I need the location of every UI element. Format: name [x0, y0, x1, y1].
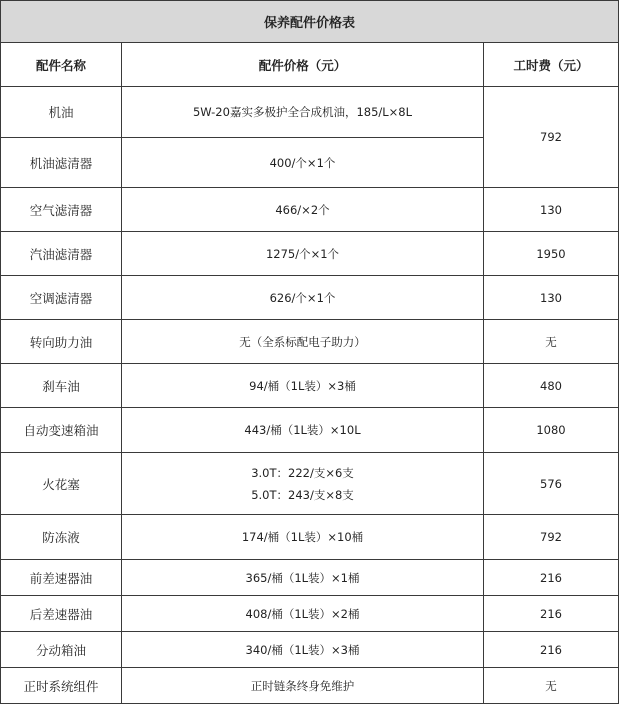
part-price-cell: [122, 320, 484, 364]
part-name-cell: 汽油滤清器: [1, 232, 122, 276]
price-line: 5.0T：243/支×8支: [251, 487, 354, 502]
labor-fee-cell: 无: [484, 320, 619, 364]
part-price-cell: [122, 560, 484, 596]
table-row: [1, 632, 619, 668]
header-part-price: 配件价格（元）: [122, 43, 484, 87]
price-line: 466/×2个: [275, 202, 330, 217]
price-line: 408/桶（1L装）×2桶: [245, 606, 360, 621]
part-price-cell: [122, 408, 484, 453]
table-row: [1, 364, 619, 408]
price-line: 3.0T：222/支×6支: [251, 465, 354, 480]
labor-fee-cell: 576: [484, 453, 619, 515]
header-row: [1, 43, 619, 87]
part-name-cell: 分动箱油: [1, 632, 122, 668]
table-row: [1, 320, 619, 364]
price-line: 5W-20嘉实多极护全合成机油，185/L×8L: [192, 105, 413, 119]
table-title: 保养配件价格表: [1, 1, 619, 43]
table-row: [1, 515, 619, 560]
table-row: [1, 188, 619, 232]
header-part-name: 配件名称: [1, 43, 122, 87]
table-row: [1, 668, 619, 704]
part-price-cell: [122, 632, 484, 668]
table-row: [1, 596, 619, 632]
part-name-cell: 自动变速箱油: [1, 408, 122, 453]
labor-fee-cell: 792: [484, 87, 619, 188]
part-name-cell: 火花塞: [1, 453, 122, 515]
part-price-cell: [122, 276, 484, 320]
labor-fee-cell: 无: [484, 668, 619, 704]
part-name-cell: 空气滤清器: [1, 188, 122, 232]
header-labor-fee: 工时费（元）: [484, 43, 619, 87]
part-name-cell: 空调滤清器: [1, 276, 122, 320]
labor-fee-cell: 130: [484, 188, 619, 232]
part-price-cell: [122, 364, 484, 408]
labor-fee-cell: 1080: [484, 408, 619, 453]
labor-fee-cell: 480: [484, 364, 619, 408]
table-row: [1, 408, 619, 453]
part-price-cell: [122, 668, 484, 704]
table-row: [1, 276, 619, 320]
part-name-cell: 前差速器油: [1, 560, 122, 596]
part-price-cell: [122, 232, 484, 276]
part-price-cell: [122, 453, 484, 515]
labor-fee-cell: 216: [484, 596, 619, 632]
table-row: [1, 232, 619, 276]
table-row: [1, 560, 619, 596]
labor-fee-cell: 792: [484, 515, 619, 560]
price-line: 340/桶（1L装）×3桶: [245, 642, 360, 657]
price-line: 174/桶（1L装）×10桶: [241, 530, 364, 544]
labor-fee-cell: 130: [484, 276, 619, 320]
part-price-cell: [122, 138, 484, 188]
part-name-cell: 机油滤清器: [1, 138, 122, 188]
labor-fee-cell: 216: [484, 632, 619, 668]
part-name-cell: 正时系统组件: [1, 668, 122, 704]
price-line: 1275/个×1个: [265, 246, 340, 261]
price-line: 400/个×1个: [269, 155, 336, 170]
part-name-cell: 后差速器油: [1, 596, 122, 632]
labor-fee-cell: 216: [484, 560, 619, 596]
part-price-cell: [122, 515, 484, 560]
price-line: 626/个×1个: [269, 290, 336, 305]
part-name-cell: 机油: [1, 87, 122, 138]
labor-fee-cell: 1950: [484, 232, 619, 276]
part-price-cell: [122, 87, 484, 138]
part-name-cell: 防冻液: [1, 515, 122, 560]
price-line: 无（全系标配电子助力）: [239, 334, 366, 349]
table-row: [1, 453, 619, 515]
price-line: 正时链条终身免维护: [250, 678, 355, 693]
part-name-cell: 刹车油: [1, 364, 122, 408]
part-price-cell: [122, 188, 484, 232]
table-body: [1, 87, 619, 704]
price-line: 365/桶（1L装）×1桶: [245, 570, 360, 585]
price-line: 94/桶（1L装）×3桶: [249, 378, 356, 393]
price-line: 443/桶（1L装）×10L: [244, 423, 361, 437]
part-price-cell: [122, 596, 484, 632]
table-row: [1, 87, 619, 138]
title-row: [1, 1, 619, 43]
part-name-cell: 转向助力油: [1, 320, 122, 364]
